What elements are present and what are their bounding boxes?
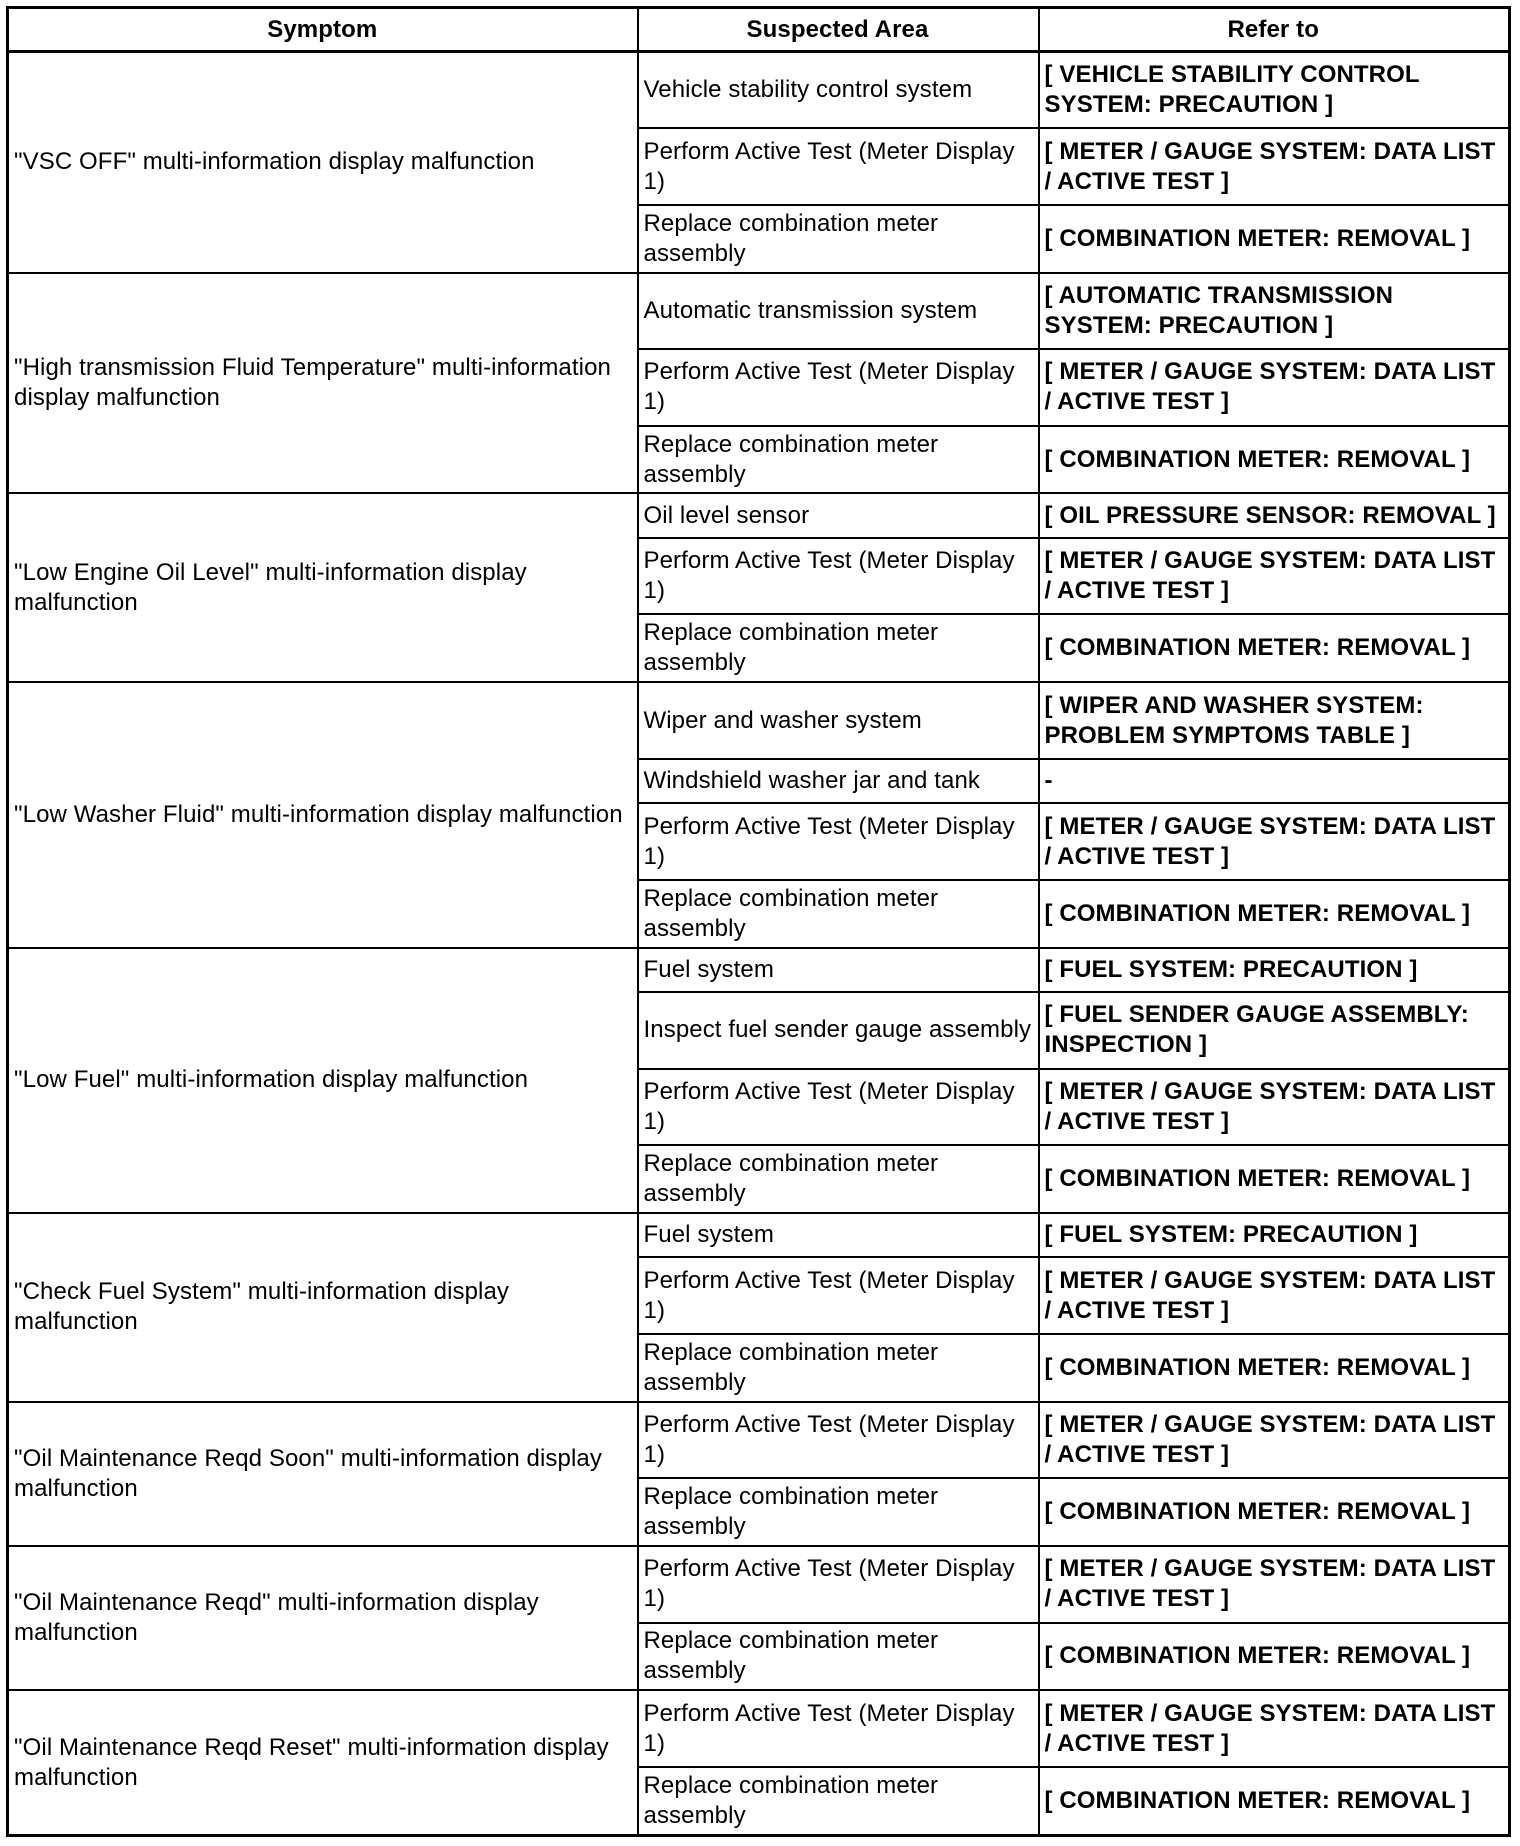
suspected-area-cell: Perform Active Test (Meter Display 1) bbox=[638, 1690, 1039, 1766]
suspected-area-cell: Replace combination meter assembly bbox=[638, 1623, 1039, 1691]
suspected-area-cell: Oil level sensor bbox=[638, 493, 1039, 538]
header-suspected-area: Suspected Area bbox=[638, 8, 1039, 52]
suspected-area-cell: Perform Active Test (Meter Display 1) bbox=[638, 1402, 1039, 1478]
refer-to-cell: [ COMBINATION METER: REMOVAL ] bbox=[1039, 426, 1510, 494]
refer-to-cell: [ FUEL SYSTEM: PRECAUTION ] bbox=[1039, 1213, 1510, 1258]
refer-to-cell: [ COMBINATION METER: REMOVAL ] bbox=[1039, 1334, 1510, 1402]
header-refer-to: Refer to bbox=[1039, 8, 1510, 52]
symptom-cell: "High transmission Fluid Temperature" multi-information display malfunction bbox=[8, 273, 638, 494]
symptom-cell: "Oil Maintenance Reqd" multi-information display malfunction bbox=[8, 1546, 638, 1690]
problem-symptoms-table bbox=[6, 6, 1511, 1837]
refer-to-cell: [ METER / GAUGE SYSTEM: DATA LIST / ACTIVE TEST ] bbox=[1039, 538, 1510, 614]
table-row bbox=[8, 1690, 1510, 1766]
refer-to-cell: [ METER / GAUGE SYSTEM: DATA LIST / ACTIVE TEST ] bbox=[1039, 1690, 1510, 1766]
refer-to-cell: [ METER / GAUGE SYSTEM: DATA LIST / ACTIVE TEST ] bbox=[1039, 128, 1510, 204]
symptom-cell: "Check Fuel System" multi-information display malfunction bbox=[8, 1213, 638, 1402]
symptom-cell: "Oil Maintenance Reqd Soon" multi-information display malfunction bbox=[8, 1402, 638, 1546]
table-row bbox=[8, 1546, 1510, 1622]
refer-to-cell: [ METER / GAUGE SYSTEM: DATA LIST / ACTIVE TEST ] bbox=[1039, 1069, 1510, 1145]
suspected-area-cell: Vehicle stability control system bbox=[638, 52, 1039, 129]
suspected-area-cell: Replace combination meter assembly bbox=[638, 1767, 1039, 1836]
refer-to-cell: - bbox=[1039, 759, 1510, 804]
suspected-area-cell: Perform Active Test (Meter Display 1) bbox=[638, 128, 1039, 204]
refer-to-cell: [ FUEL SYSTEM: PRECAUTION ] bbox=[1039, 948, 1510, 993]
table-row bbox=[8, 273, 1510, 349]
suspected-area-cell: Perform Active Test (Meter Display 1) bbox=[638, 1257, 1039, 1333]
table-row bbox=[8, 948, 1510, 993]
suspected-area-cell: Replace combination meter assembly bbox=[638, 614, 1039, 682]
suspected-area-cell: Replace combination meter assembly bbox=[638, 1145, 1039, 1213]
suspected-area-cell: Replace combination meter assembly bbox=[638, 1478, 1039, 1546]
refer-to-cell: [ VEHICLE STABILITY CONTROL SYSTEM: PRECAUTION ] bbox=[1039, 52, 1510, 129]
refer-to-cell: [ COMBINATION METER: REMOVAL ] bbox=[1039, 880, 1510, 948]
refer-to-cell: [ METER / GAUGE SYSTEM: DATA LIST / ACTIVE TEST ] bbox=[1039, 803, 1510, 879]
suspected-area-cell: Inspect fuel sender gauge assembly bbox=[638, 992, 1039, 1068]
table-row bbox=[8, 52, 1510, 129]
refer-to-cell: [ COMBINATION METER: REMOVAL ] bbox=[1039, 1478, 1510, 1546]
suspected-area-cell: Wiper and washer system bbox=[638, 682, 1039, 758]
symptom-cell: "Low Washer Fluid" multi-information display malfunction bbox=[8, 682, 638, 947]
header-row bbox=[8, 8, 1510, 52]
table-header bbox=[8, 8, 1510, 52]
table-row bbox=[8, 1402, 1510, 1478]
symptom-cell: "Low Fuel" multi-information display malfunction bbox=[8, 948, 638, 1213]
table-row bbox=[8, 682, 1510, 758]
refer-to-cell: [ WIPER AND WASHER SYSTEM: PROBLEM SYMPTOMS TABLE ] bbox=[1039, 682, 1510, 758]
refer-to-cell: [ COMBINATION METER: REMOVAL ] bbox=[1039, 205, 1510, 273]
suspected-area-cell: Windshield washer jar and tank bbox=[638, 759, 1039, 804]
suspected-area-cell: Perform Active Test (Meter Display 1) bbox=[638, 803, 1039, 879]
refer-to-cell: [ METER / GAUGE SYSTEM: DATA LIST / ACTIVE TEST ] bbox=[1039, 1546, 1510, 1622]
symptom-cell: "Oil Maintenance Reqd Reset" multi-information display malfunction bbox=[8, 1690, 638, 1835]
suspected-area-cell: Replace combination meter assembly bbox=[638, 426, 1039, 494]
suspected-area-cell: Perform Active Test (Meter Display 1) bbox=[638, 349, 1039, 425]
suspected-area-cell: Perform Active Test (Meter Display 1) bbox=[638, 538, 1039, 614]
symptom-cell: "VSC OFF" multi-information display malfunction bbox=[8, 52, 638, 273]
suspected-area-cell: Fuel system bbox=[638, 948, 1039, 993]
suspected-area-cell: Automatic transmission system bbox=[638, 273, 1039, 349]
refer-to-cell: [ METER / GAUGE SYSTEM: DATA LIST / ACTIVE TEST ] bbox=[1039, 349, 1510, 425]
suspected-area-cell: Fuel system bbox=[638, 1213, 1039, 1258]
refer-to-cell: [ COMBINATION METER: REMOVAL ] bbox=[1039, 1623, 1510, 1691]
suspected-area-cell: Replace combination meter assembly bbox=[638, 1334, 1039, 1402]
refer-to-cell: [ OIL PRESSURE SENSOR: REMOVAL ] bbox=[1039, 493, 1510, 538]
suspected-area-cell: Replace combination meter assembly bbox=[638, 205, 1039, 273]
suspected-area-cell: Perform Active Test (Meter Display 1) bbox=[638, 1546, 1039, 1622]
header-symptom: Symptom bbox=[8, 8, 638, 52]
table-body bbox=[8, 52, 1510, 1836]
table-row bbox=[8, 493, 1510, 538]
symptom-cell: "Low Engine Oil Level" multi-information display malfunction bbox=[8, 493, 638, 682]
refer-to-cell: [ METER / GAUGE SYSTEM: DATA LIST / ACTIVE TEST ] bbox=[1039, 1402, 1510, 1478]
refer-to-cell: [ COMBINATION METER: REMOVAL ] bbox=[1039, 1767, 1510, 1836]
table-row bbox=[8, 1213, 1510, 1258]
suspected-area-cell: Replace combination meter assembly bbox=[638, 880, 1039, 948]
suspected-area-cell: Perform Active Test (Meter Display 1) bbox=[638, 1069, 1039, 1145]
refer-to-cell: [ COMBINATION METER: REMOVAL ] bbox=[1039, 1145, 1510, 1213]
refer-to-cell: [ FUEL SENDER GAUGE ASSEMBLY: INSPECTION ] bbox=[1039, 992, 1510, 1068]
refer-to-cell: [ METER / GAUGE SYSTEM: DATA LIST / ACTIVE TEST ] bbox=[1039, 1257, 1510, 1333]
refer-to-cell: [ AUTOMATIC TRANSMISSION SYSTEM: PRECAUTION ] bbox=[1039, 273, 1510, 349]
refer-to-cell: [ COMBINATION METER: REMOVAL ] bbox=[1039, 614, 1510, 682]
